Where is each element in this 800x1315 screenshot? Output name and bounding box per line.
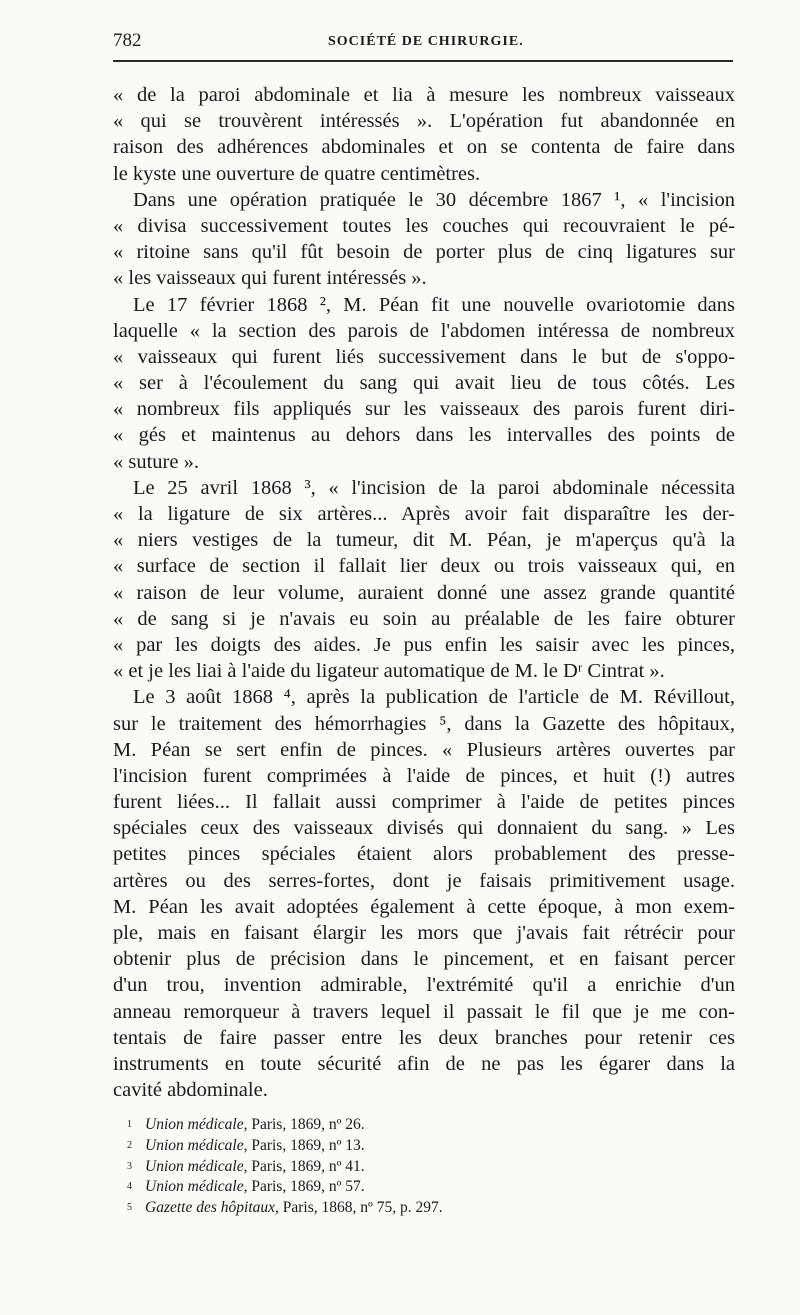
footnote-marker: 4: [127, 1181, 132, 1193]
text-line: laquelle « la section des parois de l'abdomen intéressa de nombreux: [113, 319, 735, 342]
text-line: sur le traitement des hémorrhagies ⁵, dans la Gazette des hôpitaux,: [113, 712, 735, 735]
text-line: artères ou des serres-fortes, dont je faisais primitivement usage.: [113, 869, 735, 892]
text-line: « divisa successivement toutes les couches qui recouvraient le pé-: [113, 214, 735, 237]
text-line: « gés et maintenus au dehors dans les intervalles des points de: [113, 424, 735, 447]
footnote: [127, 1157, 727, 1178]
text-line: d'un trou, invention admirable, l'extrémité qu'il a enrichie d'un: [113, 974, 735, 997]
footnote-marker: 1: [127, 1119, 132, 1130]
text-line: anneau remorqueur à travers lequel il passait le fil que je me con-: [113, 1000, 735, 1023]
footnote-title: Union médicale: [145, 1157, 244, 1175]
text-line: Le 17 février 1868 ², M. Péan fit une nouvelle ovariotomie dans: [133, 293, 735, 316]
text-line: l'incision furent comprimées à l'aide de pinces, et huit (!) autres: [113, 764, 735, 787]
text-line: « qui se trouvèrent intéressés ». L'opération fut abandonnée en: [113, 110, 735, 133]
footnote: [127, 1177, 727, 1198]
footnote-detail: , Paris, 1869, nº 13.: [243, 1136, 365, 1154]
text-line: Dans une opération pratiquée le 30 décembre 1867 ¹, « l'incision: [133, 188, 735, 211]
footnote-detail: , Paris, 1869, nº 41.: [243, 1157, 365, 1175]
footnote-detail: , Paris, 1869, nº 26.: [243, 1116, 365, 1133]
page-number: 782: [113, 30, 142, 51]
text-line: « vaisseaux qui furent liés successivement dans le but de s'oppo-: [113, 345, 735, 368]
text-line: Le 3 août 1868 ⁴, après la publication de l'article de M. Révillout,: [133, 686, 735, 709]
text-line: « raison de leur volume, auraient donné une assez grande quantité: [113, 581, 735, 604]
page-header: [113, 30, 733, 54]
text-line: furent liées... Il fallait aussi comprimer à l'aide de petites pinces: [113, 791, 735, 814]
text-line: « surface de section il fallait lier deux ou trois vaisseaux qui, en: [113, 555, 735, 578]
header-rule: [113, 60, 733, 62]
footnote-title: Union médicale: [145, 1178, 244, 1196]
footnote-marker: 3: [127, 1160, 132, 1172]
text-line: « les vaisseaux qui furent intéressés ».: [113, 267, 427, 290]
text-line: « ritoine sans qu'il fût besoin de porter plus de cinq ligatures sur: [113, 241, 735, 264]
text-line: « de la paroi abdominale et lia à mesure les nombreux vaisseaux: [113, 84, 735, 106]
text-line: « ser à l'écoulement du sang qui avait lieu de tous côtés. Les: [113, 372, 735, 395]
text-line: « suture ».: [113, 450, 199, 473]
body-text: [113, 82, 735, 1103]
text-line: obtenir plus de précision dans le pincement, et en faisant percer: [113, 948, 735, 971]
text-line: « la ligature de six artères... Après avoir fait disparaître les der-: [113, 503, 735, 525]
text-line: « nombreux fils appliqués sur les vaisseaux des parois furent diri-: [113, 398, 735, 421]
text-line: ple, mais en faisant élargir les mors que j'avais fait rétrécir pour: [113, 922, 735, 944]
text-line: « par les doigts des aides. Je pus enfin les saisir avec les pinces,: [113, 633, 735, 656]
text-line: Le 25 avril 1868 ³, « l'incision de la paroi abdominale nécessita: [133, 476, 735, 499]
footnote-title: Gazette des hôpitaux: [145, 1199, 276, 1217]
footnote-detail: , Paris, 1869, nº 57.: [243, 1178, 365, 1196]
footnote-marker: 5: [127, 1202, 132, 1214]
footnote-marker: 2: [127, 1139, 132, 1151]
text-line: « de sang si je n'avais eu soin au préalable de les faire obturer: [113, 607, 735, 630]
text-line: raison des adhérences abdominales et on se contenta de faire dans: [113, 136, 735, 159]
footnote: [127, 1115, 727, 1136]
footnote: [127, 1136, 727, 1157]
footnote-title: Union médicale: [145, 1116, 244, 1133]
text-line: M. Péan les avait adoptées également à cette époque, à mon exem-: [113, 895, 735, 918]
text-line: spéciales ceux des vaisseaux divisés qui donnaient du sang. » Les: [113, 817, 735, 840]
footnote-title: Union médicale: [145, 1136, 244, 1154]
text-line: petites pinces spéciales étaient alors probablement des presse-: [113, 843, 735, 866]
text-line: « niers vestiges de la tumeur, dit M. Péan, je m'aperçus qu'à la: [113, 529, 735, 552]
text-line: le kyste une ouverture de quatre centimètres.: [113, 162, 481, 185]
text-line: instruments en toute sécurité afin de ne pas les égarer dans la: [113, 1052, 735, 1075]
text-line: cavité abdominale.: [113, 1079, 268, 1102]
text-line: M. Péan se sert enfin de pinces. « Plusieurs artères ouvertes par: [113, 738, 735, 761]
footnote: [127, 1198, 727, 1219]
text-line: « et je les liai à l'aide du ligateur automatique de M. le Dʳ Cintrat ».: [113, 660, 665, 683]
footnotes: [127, 1115, 727, 1219]
text-line: tentais de faire passer entre les deux branches pour retenir ces: [113, 1026, 735, 1049]
running-head: SOCIÉTÉ DE CHIRURGIE.: [328, 34, 524, 49]
footnote-detail: , Paris, 1868, nº 75, p. 297.: [275, 1199, 443, 1217]
